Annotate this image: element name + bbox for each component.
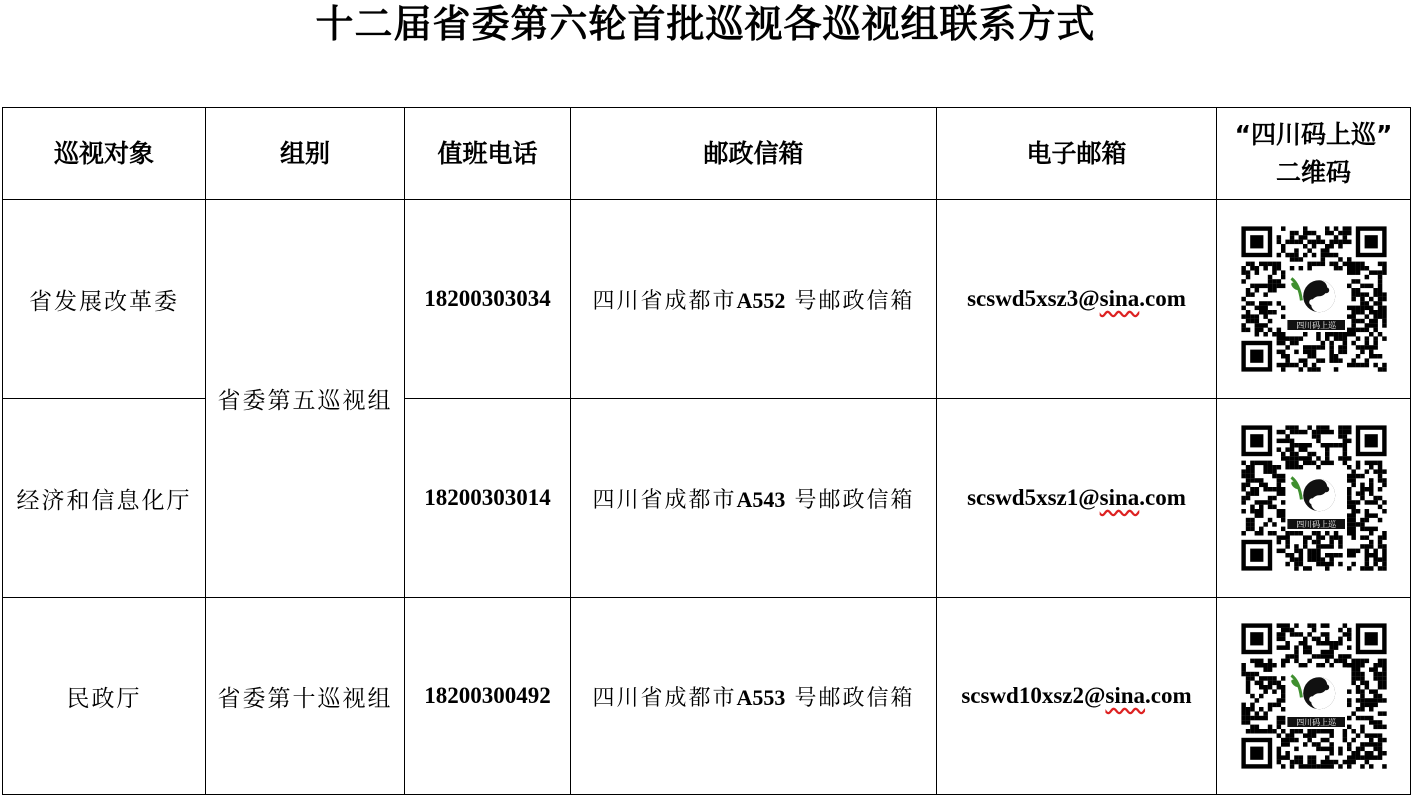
table-row: [3, 200, 1411, 399]
email-user: scswd5xsz3@: [967, 286, 1100, 311]
table-row: [3, 598, 1411, 795]
postbox-cell: [571, 399, 937, 598]
email-tld: .com: [1145, 683, 1192, 708]
postbox-code: A552: [736, 287, 786, 313]
email-cell: [937, 399, 1217, 598]
email-domain: sina: [1099, 286, 1140, 311]
email-cell: [937, 598, 1217, 795]
qr-logo-caption: 四川码上巡: [1295, 321, 1336, 330]
postbox-suffix: 号邮政信箱: [794, 685, 915, 711]
qr-logo-caption: 四川码上巡: [1295, 718, 1336, 727]
email-tld: .com: [1139, 485, 1186, 510]
postbox-code: A543: [736, 486, 786, 512]
target-cell: 民政厅: [3, 598, 206, 795]
postbox-cell: [571, 200, 937, 399]
qr-code-icon: [1240, 622, 1388, 770]
email-domain: sina: [1105, 683, 1146, 708]
header-postbox: 邮政信箱: [571, 108, 937, 200]
page-title: 十二届省委第六轮首批巡视各巡视组联系方式: [315, 2, 1096, 46]
phone-cell: 18200303034: [405, 200, 571, 399]
qr-cell: [1217, 399, 1411, 598]
email-domain: sina: [1099, 485, 1140, 510]
email-cell: [937, 200, 1217, 399]
header-qr-line1: “四川码上巡”: [1234, 119, 1393, 149]
phone-cell: 18200303014: [405, 399, 571, 598]
email-user: scswd5xsz1@: [967, 485, 1100, 510]
header-group: 组别: [206, 108, 405, 200]
phone-cell: 18200300492: [405, 598, 571, 795]
qr-cell: [1217, 598, 1411, 795]
qr-code-icon: [1240, 424, 1388, 572]
qr-code-icon: [1240, 225, 1388, 373]
postbox-prefix: 四川省成都市: [592, 685, 737, 711]
group-cell: 省委第十巡视组: [206, 598, 405, 795]
qr-logo-caption: 四川码上巡: [1295, 520, 1336, 529]
postbox-prefix: 四川省成都市: [592, 288, 737, 314]
postbox-suffix: 号邮政信箱: [794, 288, 915, 314]
header-target: 巡视对象: [3, 108, 206, 200]
contact-table: [2, 107, 1411, 795]
qr-cell: [1217, 200, 1411, 399]
email-tld: .com: [1139, 286, 1186, 311]
postbox-suffix: 号邮政信箱: [794, 487, 915, 513]
header-qr: [1217, 108, 1411, 200]
header-phone: 值班电话: [405, 108, 571, 200]
postbox-code: A553: [736, 684, 786, 710]
target-cell: 省发展改革委: [3, 200, 206, 399]
header-email: 电子邮箱: [937, 108, 1217, 200]
postbox-cell: [571, 598, 937, 795]
email-user: scswd10xsz2@: [961, 683, 1106, 708]
target-cell: 经济和信息化厅: [3, 399, 206, 598]
header-qr-line2: 二维码: [1275, 157, 1351, 187]
postbox-prefix: 四川省成都市: [592, 487, 737, 513]
group-cell: 省委第五巡视组: [206, 200, 405, 598]
header-row: [3, 108, 1411, 200]
